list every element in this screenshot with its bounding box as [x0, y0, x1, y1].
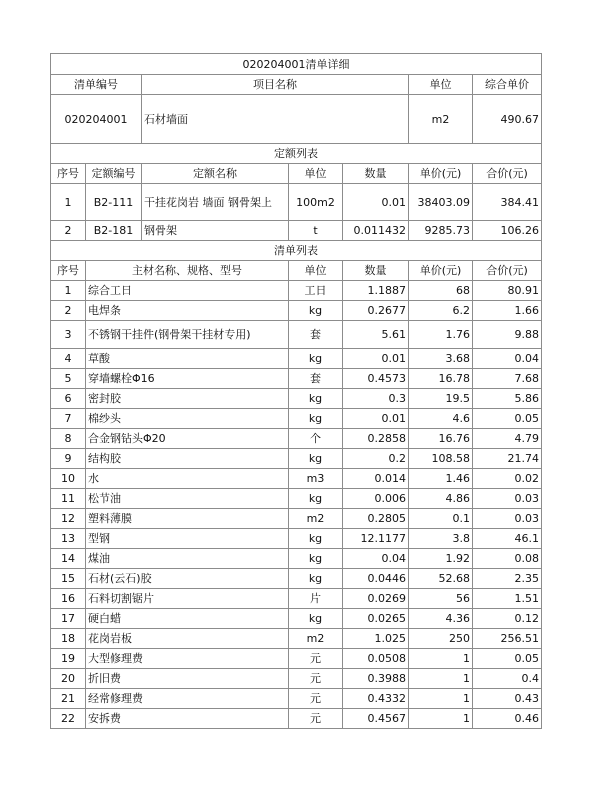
quota-row	[51, 184, 542, 221]
material-name: 松节油	[86, 489, 289, 509]
material-name: 结构胶	[86, 449, 289, 469]
material-total: 9.88	[473, 321, 542, 349]
material-total: 256.51	[473, 629, 542, 649]
material-qty: 0.01	[343, 349, 409, 369]
material-price: 16.76	[409, 429, 473, 449]
material-name: 石材(云石)胶	[86, 569, 289, 589]
quota-seq: 2	[51, 221, 86, 241]
material-row	[51, 669, 542, 689]
material-price: 16.78	[409, 369, 473, 389]
quota-price-header: 单价(元)	[409, 164, 473, 184]
quota-section-title: 定额列表	[51, 144, 542, 164]
material-unit: m3	[289, 469, 343, 489]
material-total: 4.79	[473, 429, 542, 449]
material-total: 80.91	[473, 281, 542, 301]
material-unit: m2	[289, 509, 343, 529]
quota-unit: 100m2	[289, 184, 343, 221]
quota-code: B2-181	[86, 221, 142, 241]
material-name: 密封胶	[86, 389, 289, 409]
quota-seq: 1	[51, 184, 86, 221]
material-unit: kg	[289, 489, 343, 509]
material-price: 19.5	[409, 389, 473, 409]
material-price: 3.8	[409, 529, 473, 549]
material-total: 0.02	[473, 469, 542, 489]
material-section-title: 清单列表	[51, 241, 542, 261]
material-unit: kg	[289, 569, 343, 589]
quota-total: 384.41	[473, 184, 542, 221]
material-total: 0.05	[473, 409, 542, 429]
material-name: 安拆费	[86, 709, 289, 729]
material-name: 塑料薄膜	[86, 509, 289, 529]
material-price: 4.6	[409, 409, 473, 429]
material-unit: kg	[289, 349, 343, 369]
material-row	[51, 489, 542, 509]
material-total: 0.04	[473, 349, 542, 369]
material-row	[51, 569, 542, 589]
material-seq: 5	[51, 369, 86, 389]
quota-code: B2-111	[86, 184, 142, 221]
bill-unit: m2	[409, 95, 473, 144]
material-qty: 1.025	[343, 629, 409, 649]
material-total: 46.1	[473, 529, 542, 549]
material-row	[51, 449, 542, 469]
material-price: 1	[409, 649, 473, 669]
material-row	[51, 321, 542, 349]
material-total: 0.05	[473, 649, 542, 669]
material-unit: kg	[289, 409, 343, 429]
material-row	[51, 409, 542, 429]
bill-name: 石材墙面	[142, 95, 409, 144]
material-total: 21.74	[473, 449, 542, 469]
material-unit: 套	[289, 321, 343, 349]
material-row	[51, 301, 542, 321]
material-name: 石料切割锯片	[86, 589, 289, 609]
material-row	[51, 529, 542, 549]
material-total-header: 合价(元)	[473, 261, 542, 281]
material-total: 0.46	[473, 709, 542, 729]
material-qty: 0.4332	[343, 689, 409, 709]
material-row	[51, 369, 542, 389]
material-price: 56	[409, 589, 473, 609]
material-qty: 0.0446	[343, 569, 409, 589]
material-row	[51, 689, 542, 709]
material-name-header: 主材名称、规格、型号	[86, 261, 289, 281]
material-seq: 1	[51, 281, 86, 301]
material-qty: 0.2	[343, 449, 409, 469]
material-qty: 5.61	[343, 321, 409, 349]
quota-code-header: 定额编号	[86, 164, 142, 184]
material-qty: 12.1177	[343, 529, 409, 549]
material-unit: m2	[289, 629, 343, 649]
material-price: 68	[409, 281, 473, 301]
material-seq: 10	[51, 469, 86, 489]
material-name: 煤油	[86, 549, 289, 569]
material-unit: 元	[289, 689, 343, 709]
quota-seq-header: 序号	[51, 164, 86, 184]
material-row	[51, 349, 542, 369]
bill-code-header: 清单编号	[51, 75, 142, 95]
material-name: 不锈钢干挂件(钢骨架干挂材专用)	[86, 321, 289, 349]
material-unit: 片	[289, 589, 343, 609]
material-total: 0.08	[473, 549, 542, 569]
material-seq: 15	[51, 569, 86, 589]
material-seq: 17	[51, 609, 86, 629]
material-unit: 元	[289, 669, 343, 689]
bill-detail-table	[50, 53, 542, 729]
material-seq: 19	[51, 649, 86, 669]
quota-unit: t	[289, 221, 343, 241]
material-unit: kg	[289, 449, 343, 469]
quota-name: 干挂花岗岩 墙面 钢骨架上	[142, 184, 289, 221]
material-total: 0.12	[473, 609, 542, 629]
material-name: 电焊条	[86, 301, 289, 321]
material-unit: 套	[289, 369, 343, 389]
material-seq: 11	[51, 489, 86, 509]
material-name: 合金钢钻头Φ20	[86, 429, 289, 449]
material-row	[51, 469, 542, 489]
material-row	[51, 549, 542, 569]
material-qty: 0.3	[343, 389, 409, 409]
material-name: 穿墙螺栓Φ16	[86, 369, 289, 389]
material-unit: 元	[289, 649, 343, 669]
material-seq: 12	[51, 509, 86, 529]
bill-price-header: 综合单价	[473, 75, 542, 95]
material-name: 草酸	[86, 349, 289, 369]
material-name: 综合工日	[86, 281, 289, 301]
material-qty: 0.4567	[343, 709, 409, 729]
material-price: 1	[409, 689, 473, 709]
material-seq: 8	[51, 429, 86, 449]
material-price: 108.58	[409, 449, 473, 469]
material-total: 0.4	[473, 669, 542, 689]
material-unit: kg	[289, 529, 343, 549]
material-row	[51, 649, 542, 669]
material-qty: 0.3988	[343, 669, 409, 689]
material-row	[51, 429, 542, 449]
bill-price: 490.67	[473, 95, 542, 144]
material-qty: 0.2677	[343, 301, 409, 321]
material-row	[51, 589, 542, 609]
material-seq: 7	[51, 409, 86, 429]
material-unit: kg	[289, 389, 343, 409]
material-price: 1	[409, 669, 473, 689]
material-row	[51, 629, 542, 649]
quota-name-header: 定额名称	[142, 164, 289, 184]
material-qty: 1.1887	[343, 281, 409, 301]
material-row	[51, 709, 542, 729]
material-qty: 0.0269	[343, 589, 409, 609]
material-unit: kg	[289, 609, 343, 629]
material-price: 1.92	[409, 549, 473, 569]
material-seq: 21	[51, 689, 86, 709]
quota-name: 钢骨架	[142, 221, 289, 241]
material-total: 7.68	[473, 369, 542, 389]
quota-row	[51, 221, 542, 241]
material-qty: 0.2858	[343, 429, 409, 449]
material-row	[51, 389, 542, 409]
material-seq: 16	[51, 589, 86, 609]
quota-price: 38403.09	[409, 184, 473, 221]
material-seq: 2	[51, 301, 86, 321]
quota-total: 106.26	[473, 221, 542, 241]
material-name: 花岗岩板	[86, 629, 289, 649]
material-name: 大型修理费	[86, 649, 289, 669]
material-row	[51, 281, 542, 301]
material-seq: 22	[51, 709, 86, 729]
material-price: 250	[409, 629, 473, 649]
material-seq: 18	[51, 629, 86, 649]
material-seq: 13	[51, 529, 86, 549]
material-unit: 个	[289, 429, 343, 449]
material-price: 0.1	[409, 509, 473, 529]
material-seq: 20	[51, 669, 86, 689]
quota-price: 9285.73	[409, 221, 473, 241]
material-qty: 0.0508	[343, 649, 409, 669]
quota-qty: 0.011432	[343, 221, 409, 241]
table-title: 020204001清单详细	[51, 54, 542, 75]
material-qty: 0.4573	[343, 369, 409, 389]
material-qty: 0.01	[343, 409, 409, 429]
material-qty: 0.04	[343, 549, 409, 569]
material-price: 6.2	[409, 301, 473, 321]
material-unit: 工日	[289, 281, 343, 301]
material-qty: 0.014	[343, 469, 409, 489]
bill-name-header: 项目名称	[142, 75, 409, 95]
material-name: 型钢	[86, 529, 289, 549]
material-total: 5.86	[473, 389, 542, 409]
material-row	[51, 609, 542, 629]
material-name: 经常修理费	[86, 689, 289, 709]
material-unit: 元	[289, 709, 343, 729]
material-qty: 0.2805	[343, 509, 409, 529]
material-price: 1	[409, 709, 473, 729]
material-unit: kg	[289, 301, 343, 321]
quota-unit-header: 单位	[289, 164, 343, 184]
material-total: 1.66	[473, 301, 542, 321]
material-seq: 4	[51, 349, 86, 369]
material-seq-header: 序号	[51, 261, 86, 281]
material-row	[51, 509, 542, 529]
material-price: 52.68	[409, 569, 473, 589]
material-seq: 9	[51, 449, 86, 469]
material-name: 折旧费	[86, 669, 289, 689]
material-name: 硬白蜡	[86, 609, 289, 629]
material-seq: 3	[51, 321, 86, 349]
material-price: 4.36	[409, 609, 473, 629]
material-total: 0.43	[473, 689, 542, 709]
material-seq: 6	[51, 389, 86, 409]
material-unit-header: 单位	[289, 261, 343, 281]
material-price: 1.76	[409, 321, 473, 349]
material-name: 水	[86, 469, 289, 489]
material-total: 1.51	[473, 589, 542, 609]
material-total: 0.03	[473, 509, 542, 529]
material-qty: 0.006	[343, 489, 409, 509]
material-seq: 14	[51, 549, 86, 569]
bill-code: 020204001	[51, 95, 142, 144]
material-price: 4.86	[409, 489, 473, 509]
material-qty-header: 数量	[343, 261, 409, 281]
quota-total-header: 合价(元)	[473, 164, 542, 184]
bill-unit-header: 单位	[409, 75, 473, 95]
quota-qty-header: 数量	[343, 164, 409, 184]
material-price: 1.46	[409, 469, 473, 489]
material-qty: 0.0265	[343, 609, 409, 629]
material-name: 棉纱头	[86, 409, 289, 429]
material-unit: kg	[289, 549, 343, 569]
material-total: 0.03	[473, 489, 542, 509]
quota-qty: 0.01	[343, 184, 409, 221]
material-price: 3.68	[409, 349, 473, 369]
material-price-header: 单价(元)	[409, 261, 473, 281]
material-total: 2.35	[473, 569, 542, 589]
